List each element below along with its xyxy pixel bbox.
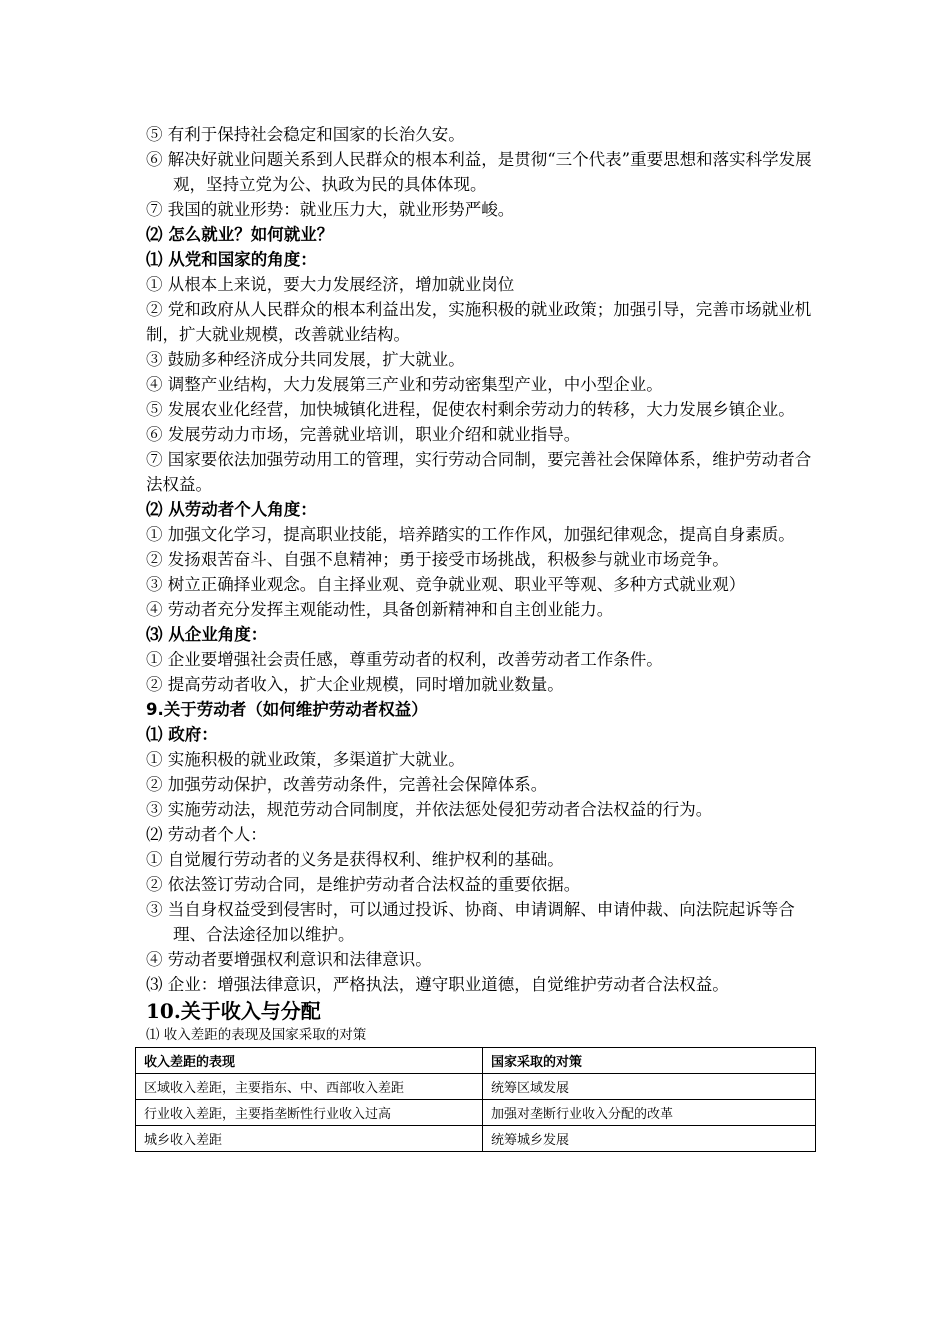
- table-header-cell: 国家采取的对策: [483, 1048, 816, 1074]
- section-title: 10.关于收入与分配: [146, 999, 321, 1023]
- document-page: [146, 122, 816, 1152]
- table-row: [136, 1126, 816, 1152]
- text-line: ⑶ 从企业角度：: [146, 625, 268, 644]
- text-line: 9.关于劳动者（如何维护劳动者权益）: [146, 700, 428, 719]
- text-line: ③ 树立正确择业观念。自主择业观、竞争就业观、职业平等观、多种方式就业观）: [146, 575, 746, 594]
- text-line: ④ 劳动者充分发挥主观能动性，具备创新精神和自主创业能力。: [146, 600, 614, 619]
- text-line: ⑤ 有利于保持社会稳定和国家的长治久安。: [146, 125, 465, 144]
- table-row: [136, 1074, 816, 1100]
- table-header-cell: 收入差距的表现: [136, 1048, 483, 1074]
- text-line: ⑦ 我国的就业形势：就业压力大，就业形势严峻。: [146, 200, 515, 219]
- table-cell: 加强对垄断行业收入分配的改革: [483, 1100, 816, 1126]
- text-line: ② 加强劳动保护，改善劳动条件，完善社会保障体系。: [146, 775, 548, 794]
- text-line: ⑴ 政府：: [146, 725, 218, 744]
- text-line: ③ 鼓励多种经济成分共同发展，扩大就业。: [146, 350, 465, 369]
- text-line: ② 党和政府从人民群众的根本利益出发，实施积极的就业政策；加强引导，完善市场就业机制，扩大就业规模，改善就业结构。: [146, 300, 812, 344]
- text-line: ③ 实施劳动法，规范劳动合同制度，并依法惩处侵犯劳动者合法权益的行为。: [146, 800, 713, 819]
- text-line: ③ 当自身权益受到侵害时，可以通过投诉、协商、申请调解、申请仲裁、向法院起诉等合理、合法途径加以维护。: [146, 900, 795, 944]
- text-line: ④ 劳动者要增强权利意识和法律意识。: [146, 950, 432, 969]
- text-line: ① 实施积极的就业政策，多渠道扩大就业。: [146, 750, 465, 769]
- table-caption: ⑴ 收入差距的表现及国家采取的对策: [146, 1027, 367, 1043]
- text-line: ① 自觉履行劳动者的义务是获得权利、维护权利的基础。: [146, 850, 564, 869]
- table-cell: 统筹区域发展: [483, 1074, 816, 1100]
- text-line: ⑥ 发展劳动力市场，完善就业培训，职业介绍和就业指导。: [146, 425, 581, 444]
- text-line: ⑶ 企业：增强法律意识，严格执法，遵守职业道德，自觉维护劳动者合法权益。: [146, 975, 729, 994]
- text-line: ⑦ 国家要依法加强劳动用工的管理，实行劳动合同制，要完善社会保障体系，维护劳动者合法权益。: [146, 450, 812, 494]
- text-line: ① 从根本上来说，要大力发展经济，增加就业岗位: [146, 275, 515, 294]
- text-line: ⑤ 发展农业化经营，加快城镇化进程，促使农村剩余劳动力的转移，大力发展乡镇企业。: [146, 400, 795, 419]
- text-line: ② 发扬艰苦奋斗、自强不息精神；勇于接受市场挑战，积极参与就业市场竞争。: [146, 550, 729, 569]
- table-cell: 城乡收入差距: [136, 1126, 483, 1152]
- table-cell: 区域收入差距，主要指东、中、西部收入差距: [136, 1074, 483, 1100]
- text-line: ② 依法签订劳动合同，是维护劳动者合法权益的重要依据。: [146, 875, 581, 894]
- text-line: ⑴ 从党和国家的角度：: [146, 250, 317, 269]
- text-line: ⑥ 解决好就业问题关系到人民群众的根本利益，是贯彻“三个代表”重要思想和落实科学发展观，坚持立党为公、执政为民的具体体现。: [146, 150, 812, 194]
- table-row: [136, 1100, 816, 1126]
- text-line: ⑵ 怎么就业？如何就业？: [146, 225, 334, 244]
- text-line: ⑵ 从劳动者个人角度：: [146, 500, 317, 519]
- text-line: ① 企业要增强社会责任感，尊重劳动者的权利，改善劳动者工作条件。: [146, 650, 663, 669]
- text-line: ② 提高劳动者收入，扩大企业规模，同时增加就业数量。: [146, 675, 564, 694]
- income-gap-table: [135, 1047, 816, 1152]
- text-line: ⑵ 劳动者个人：: [146, 825, 267, 844]
- text-line: ① 加强文化学习，提高职业技能，培养踏实的工作作风，加强纪律观念，提高自身素质。: [146, 525, 795, 544]
- table-cell: 行业收入差距，主要指垄断性行业收入过高: [136, 1100, 483, 1126]
- text-line: ④ 调整产业结构，大力发展第三产业和劳动密集型产业，中小型企业。: [146, 375, 663, 394]
- table-header-row: [136, 1048, 816, 1074]
- document-body: [146, 122, 816, 997]
- table-cell: 统筹城乡发展: [483, 1126, 816, 1152]
